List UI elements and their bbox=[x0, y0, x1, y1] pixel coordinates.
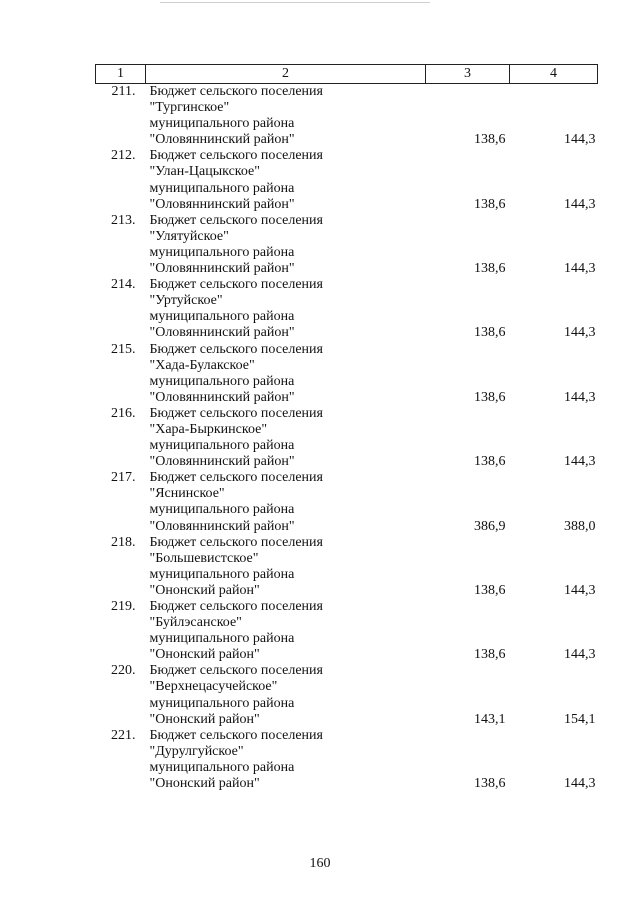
budget-name-line: муниципального района bbox=[149, 631, 295, 647]
budget-name-line: "Улятуйское" bbox=[149, 228, 229, 244]
row-number: 220. bbox=[111, 663, 136, 679]
value-col-4: 144,3 bbox=[564, 776, 596, 792]
budget-name-line: "Хара-Быркинское" bbox=[149, 421, 268, 437]
table-row bbox=[96, 84, 598, 149]
budget-name bbox=[146, 148, 426, 212]
budget-name-line: "Тургинское" bbox=[149, 100, 230, 116]
value-col-4: 144,3 bbox=[564, 454, 596, 470]
value-col-4: 144,3 bbox=[564, 389, 596, 405]
budget-name-line: "Яснинское" bbox=[149, 486, 225, 502]
value-col-3: 138,6 bbox=[474, 132, 506, 148]
row-number: 214. bbox=[111, 277, 136, 293]
table-header bbox=[96, 65, 598, 84]
row-number: 213. bbox=[111, 212, 136, 228]
table-row bbox=[96, 470, 598, 534]
value-col-4: 144,3 bbox=[564, 132, 596, 148]
budget-name-line: "Оловяннинский район" bbox=[149, 325, 295, 341]
table-body bbox=[96, 84, 598, 793]
budget-name-line: муниципального района bbox=[149, 438, 295, 454]
budget-name-line: "Оловяннинский район" bbox=[149, 518, 295, 534]
budget-name-line: муниципального района bbox=[149, 566, 295, 582]
value-col-4: 144,3 bbox=[564, 647, 596, 663]
budget-name-line: "Хада-Булакское" bbox=[149, 357, 255, 373]
budget-table bbox=[95, 64, 598, 792]
table-row bbox=[96, 535, 598, 599]
value-col-4: 154,1 bbox=[564, 711, 596, 727]
value-col-4: 144,3 bbox=[564, 196, 596, 212]
budget-name-line: "Оловяннинский район" bbox=[149, 454, 295, 470]
value-col-3: 138,6 bbox=[474, 647, 506, 663]
value-col-4: 144,3 bbox=[564, 261, 596, 277]
budget-name-line: "Оловяннинский район" bbox=[149, 132, 295, 148]
budget-name-line: муниципального района bbox=[149, 244, 295, 260]
budget-name-line: Бюджет сельского поселения bbox=[149, 663, 323, 679]
page-number: 160 bbox=[309, 856, 331, 871]
budget-name-line: муниципального района bbox=[149, 502, 295, 518]
budget-name-line: муниципального района bbox=[149, 373, 295, 389]
header-col-1: 1 bbox=[96, 65, 146, 84]
budget-name bbox=[146, 599, 426, 663]
budget-name-line: Бюджет сельского поселения bbox=[149, 84, 323, 99]
budget-name bbox=[146, 342, 426, 406]
budget-name-line: Бюджет сельского поселения bbox=[149, 599, 323, 614]
value-col-3: 138,6 bbox=[474, 582, 506, 598]
budget-name-line: "Верхнецасучейское" bbox=[149, 679, 278, 695]
header-col-4: 4 bbox=[510, 65, 598, 84]
row-number: 215. bbox=[111, 341, 136, 357]
budget-name-line: муниципального района bbox=[149, 759, 295, 775]
budget-name-line: "Оловяннинский район" bbox=[149, 261, 295, 277]
scan-artifact-line bbox=[160, 2, 430, 3]
table-row bbox=[96, 663, 598, 727]
table-row bbox=[96, 406, 598, 470]
budget-name bbox=[146, 277, 426, 341]
table-row bbox=[96, 213, 598, 277]
budget-name bbox=[146, 470, 426, 534]
budget-name-line: "Дурулгуйское" bbox=[149, 743, 244, 759]
budget-name-line: "Ононский район" bbox=[149, 647, 260, 663]
table-row bbox=[96, 342, 598, 406]
value-col-3: 138,6 bbox=[474, 325, 506, 341]
budget-name-line: "Большевистское" bbox=[149, 550, 259, 566]
value-col-3: 138,6 bbox=[474, 776, 506, 792]
row-number: 221. bbox=[111, 727, 136, 743]
budget-name-line: Бюджет сельского поселения bbox=[149, 727, 323, 743]
table-row bbox=[96, 728, 598, 792]
budget-name-line: муниципального района bbox=[149, 180, 295, 196]
budget-name-line: "Буйлэсанское" bbox=[149, 615, 242, 631]
budget-name-line: "Оловяннинский район" bbox=[149, 389, 295, 405]
row-number: 218. bbox=[111, 534, 136, 550]
table-row bbox=[96, 599, 598, 663]
budget-name-line: Бюджет сельского поселения bbox=[149, 212, 323, 228]
header-col-2: 2 bbox=[146, 65, 426, 84]
row-number: 211. bbox=[111, 84, 136, 99]
value-col-4: 388,0 bbox=[564, 518, 596, 534]
budget-name-line: Бюджет сельского поселения bbox=[149, 148, 323, 164]
budget-name-line: "Ононский район" bbox=[149, 711, 260, 727]
row-number: 216. bbox=[111, 405, 136, 421]
value-col-3: 138,6 bbox=[474, 196, 506, 212]
budget-name-line: Бюджет сельского поселения bbox=[149, 405, 323, 421]
budget-name-line: "Оловяннинский район" bbox=[149, 196, 295, 212]
header-row bbox=[96, 65, 598, 84]
row-number: 212. bbox=[111, 148, 136, 164]
budget-name-line: Бюджет сельского поселения bbox=[149, 341, 323, 357]
budget-name-line: Бюджет сельского поселения bbox=[149, 277, 323, 293]
budget-name-line: Бюджет сельского поселения bbox=[149, 534, 323, 550]
value-col-3: 138,6 bbox=[474, 454, 506, 470]
table-row bbox=[96, 148, 598, 212]
budget-name bbox=[146, 663, 426, 727]
budget-name-line: "Ононский район" bbox=[149, 582, 260, 598]
budget-name-line: муниципального района bbox=[149, 695, 295, 711]
budget-name bbox=[146, 406, 426, 470]
budget-name-line: "Уртуйское" bbox=[149, 293, 223, 309]
budget-name bbox=[146, 84, 426, 149]
header-col-3: 3 bbox=[426, 65, 510, 84]
budget-name-line: муниципального района bbox=[149, 116, 295, 132]
value-col-3: 143,1 bbox=[474, 711, 506, 727]
value-col-3: 386,9 bbox=[474, 518, 506, 534]
budget-name-line: Бюджет сельского поселения bbox=[149, 470, 323, 486]
row-number: 217. bbox=[111, 470, 136, 486]
table-row bbox=[96, 277, 598, 341]
budget-name-line: "Ононский район" bbox=[149, 776, 260, 792]
budget-name bbox=[146, 213, 426, 277]
budget-name bbox=[146, 535, 426, 599]
value-col-3: 138,6 bbox=[474, 389, 506, 405]
row-number: 219. bbox=[111, 599, 136, 614]
value-col-4: 144,3 bbox=[564, 582, 596, 598]
budget-name bbox=[146, 728, 426, 792]
value-col-4: 144,3 bbox=[564, 325, 596, 341]
budget-name-line: "Улан-Цацыкское" bbox=[149, 164, 260, 180]
value-col-3: 138,6 bbox=[474, 261, 506, 277]
budget-name-line: муниципального района bbox=[149, 309, 295, 325]
